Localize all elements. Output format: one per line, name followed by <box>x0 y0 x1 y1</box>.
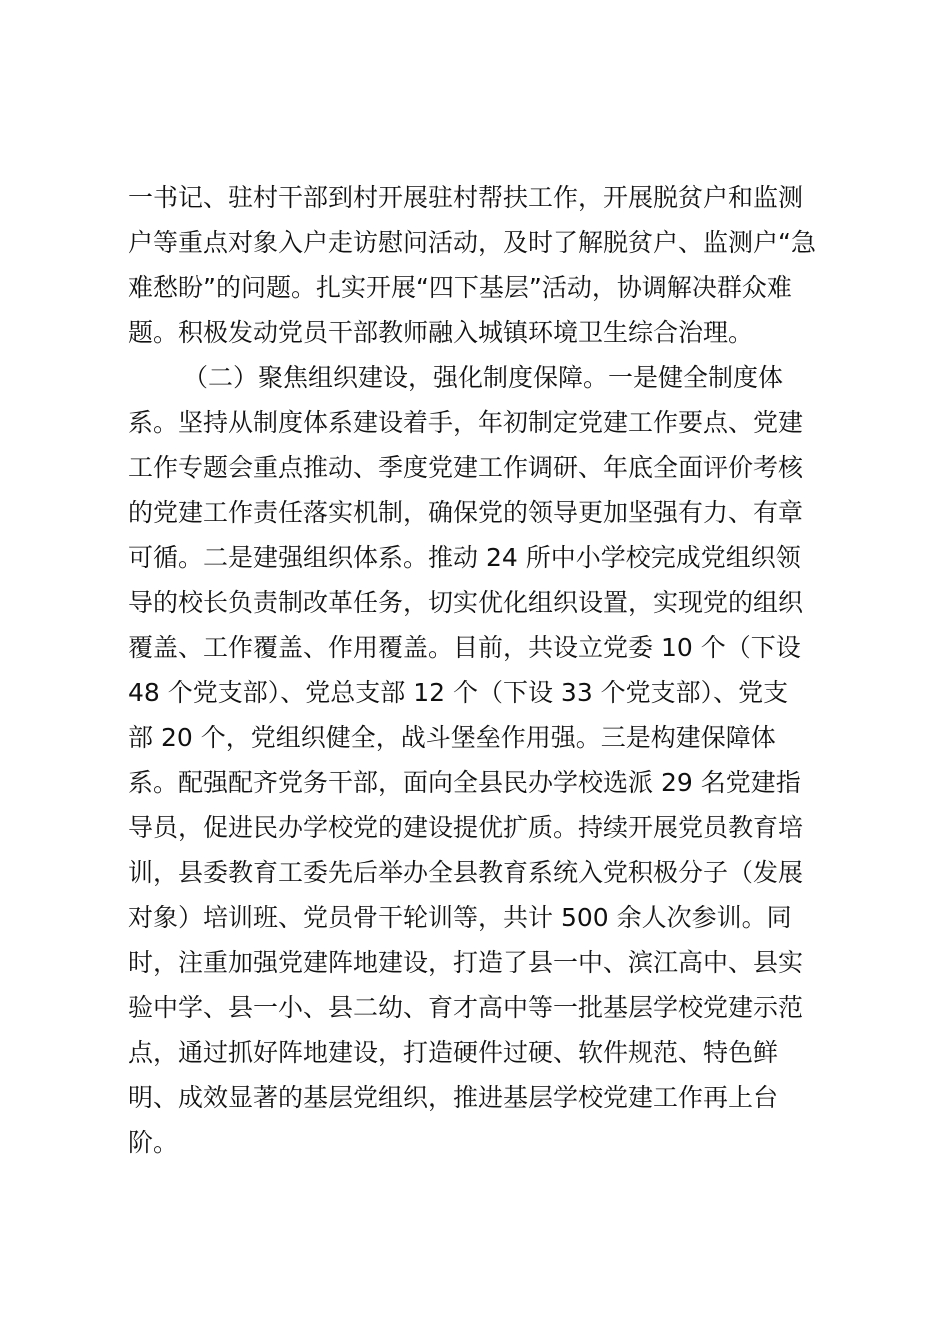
text-line: 的党建工作责任落实机制，确保党的领导更加坚强有力、有章 <box>128 498 804 527</box>
text-line: 难愁盼”的问题。扎实开展“四下基层”活动，协调解决群众难 <box>128 273 792 302</box>
text-line: 一书记、驻村干部到村开展驻村帮扶工作，开展脱贫户和监测 <box>128 183 804 212</box>
body-text <box>128 175 828 1165</box>
text-line: 部 20 个，党组织健全，战斗堡垒作用强。三是构建保障体 <box>128 723 776 752</box>
text-line: 导的校长负责制改革任务，切实优化组织设置，实现党的组织 <box>128 588 804 617</box>
text-line: 覆盖、工作覆盖、作用覆盖。目前，共设立党委 10 个（下设 <box>128 633 801 662</box>
text-line: 导员，促进民办学校党的建设提优扩质。持续开展党员教育培 <box>128 813 804 842</box>
text-line: 验中学、县一小、县二幼、育才高中等一批基层学校党建示范 <box>128 993 804 1022</box>
text-line: 48 个党支部）、党总支部 12 个（下设 33 个党支部）、党支 <box>128 678 789 707</box>
text-line: 系。配强配齐党务干部，面向全县民办学校选派 29 名党建指 <box>128 768 801 797</box>
text-line: 训，县委教育工委先后举办全县教育系统入党积极分子（发展 <box>128 858 804 887</box>
text-line: 工作专题会重点推动、季度党建工作调研、年底全面评价考核 <box>128 453 804 482</box>
text-line: 户等重点对象入户走访慰问活动，及时了解脱贫户、监测户“急 <box>128 228 816 257</box>
text-line: 明、成效显著的基层党组织，推进基层学校党建工作再上台 <box>128 1083 779 1112</box>
text-line: 时，注重加强党建阵地建设，打造了县一中、滨江高中、县实 <box>128 948 804 977</box>
text-line: 可循。二是建强组织体系。推动 24 所中小学校完成党组织领 <box>128 543 801 572</box>
text-line: 系。坚持从制度体系建设着手，年初制定党建工作要点、党建 <box>128 408 804 437</box>
text-line: 对象）培训班、党员骨干轮训等，共计 500 余人次参训。同 <box>128 903 792 932</box>
text-line: 题。积极发动党员干部教师融入城镇环境卫生综合治理。 <box>128 318 754 347</box>
section-heading-line: （二）聚焦组织建设，强化制度保障。一是健全制度体 <box>183 363 784 392</box>
text-line: 阶。 <box>128 1128 179 1157</box>
text-line: 点，通过抓好阵地建设，打造硬件过硬、软件规范、特色鲜 <box>128 1038 779 1067</box>
